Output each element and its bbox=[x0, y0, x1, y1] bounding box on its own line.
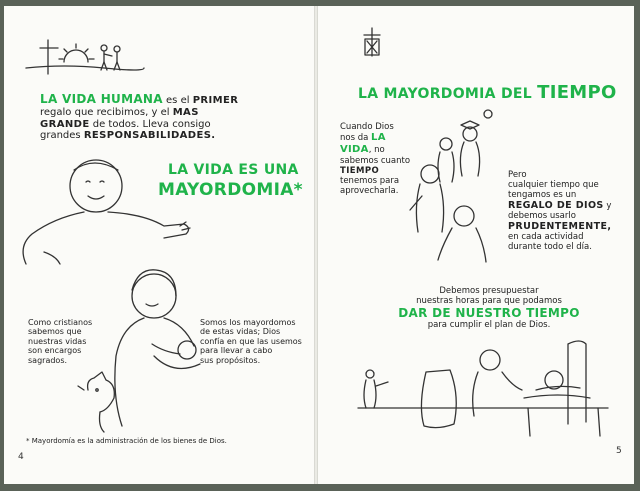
caption-line: de estas vidas; Dios bbox=[200, 327, 281, 337]
left-caption-left bbox=[28, 318, 92, 365]
tiempo-emphasis: TIEMPO bbox=[340, 165, 380, 176]
footnote: * Mayordomía es la administración de los bienes de Dios. bbox=[26, 437, 227, 445]
prudentemente-emphasis: PRUDENTEMENTE, bbox=[508, 221, 612, 233]
caption-line: son encargos bbox=[28, 346, 82, 356]
grande-emphasis: GRANDE bbox=[40, 118, 90, 130]
text-line: nos da bbox=[340, 133, 372, 144]
text-line: durante todo el día. bbox=[508, 242, 592, 253]
mas-emphasis: MAS bbox=[172, 106, 199, 118]
mother-baby-dog-illustration bbox=[4, 6, 314, 484]
text-line: nuestras horas para que podamos bbox=[416, 296, 562, 307]
text-line: y bbox=[603, 201, 612, 212]
caption-line: Como cristianos bbox=[28, 318, 93, 327]
vida-emphasis: VIDA bbox=[340, 143, 369, 155]
right-page bbox=[318, 6, 634, 484]
page-number: 4 bbox=[18, 452, 24, 462]
text-line: debemos usarlo bbox=[508, 211, 576, 222]
heading-line-1: LA VIDA ES UNA bbox=[168, 162, 299, 178]
title-emphasis: TIEMPO bbox=[537, 82, 617, 103]
caption-line: nuestras vidas bbox=[28, 336, 87, 346]
caption-line: para llevar a cabo bbox=[200, 346, 273, 356]
left-page bbox=[4, 6, 315, 484]
text-line: Cuando Dios bbox=[340, 122, 394, 132]
text-line: , no bbox=[368, 144, 385, 155]
text-line: tenemos para bbox=[340, 175, 400, 186]
text-line: en cada actividad bbox=[508, 232, 584, 243]
hospital-visit-illustration bbox=[318, 6, 634, 484]
text-line: tengamos es un bbox=[508, 190, 577, 201]
intro-text: es el bbox=[162, 95, 193, 106]
text-line: Pero bbox=[508, 170, 527, 180]
heading-line-2: MAYORDOMIA* bbox=[158, 180, 303, 200]
caption-line: confía en que las usemos bbox=[200, 336, 302, 346]
left-caption-right bbox=[200, 318, 302, 365]
responsabilidades-emphasis: RESPONSABILIDADES. bbox=[83, 130, 216, 142]
intro-text: regalo que recibimos, y el bbox=[40, 106, 173, 118]
intro-text: grandes bbox=[40, 130, 84, 142]
primer-emphasis: PRIMER bbox=[192, 95, 239, 106]
la-emphasis: LA bbox=[371, 132, 386, 144]
la-vida-humana-emphasis: LA VIDA HUMANA bbox=[40, 92, 163, 106]
caption-line: sagrados. bbox=[28, 355, 68, 365]
title-part: LA MAYORDOMIA DEL bbox=[358, 86, 538, 102]
text-line: cualquier tiempo que bbox=[508, 180, 599, 191]
caption-line: sabemos que bbox=[28, 327, 82, 337]
caption-line: sus propósitos. bbox=[200, 355, 261, 365]
text-line: sabemos cuanto bbox=[340, 155, 411, 166]
text-line: aprovecharla. bbox=[340, 185, 399, 196]
dar-de-nuestro-tiempo-emphasis: DAR DE NUESTRO TIEMPO bbox=[398, 306, 580, 321]
page-number: 5 bbox=[616, 446, 622, 456]
text-line: Debemos presupuestar bbox=[439, 286, 539, 296]
intro-text: de todos. Lleva consigo bbox=[89, 118, 211, 130]
regalo-de-dios-emphasis: REGALO DE DIOS bbox=[508, 200, 604, 212]
text-line: para cumplir el plan de Dios. bbox=[427, 320, 551, 331]
caption-line: Somos los mayordomos bbox=[200, 318, 296, 327]
